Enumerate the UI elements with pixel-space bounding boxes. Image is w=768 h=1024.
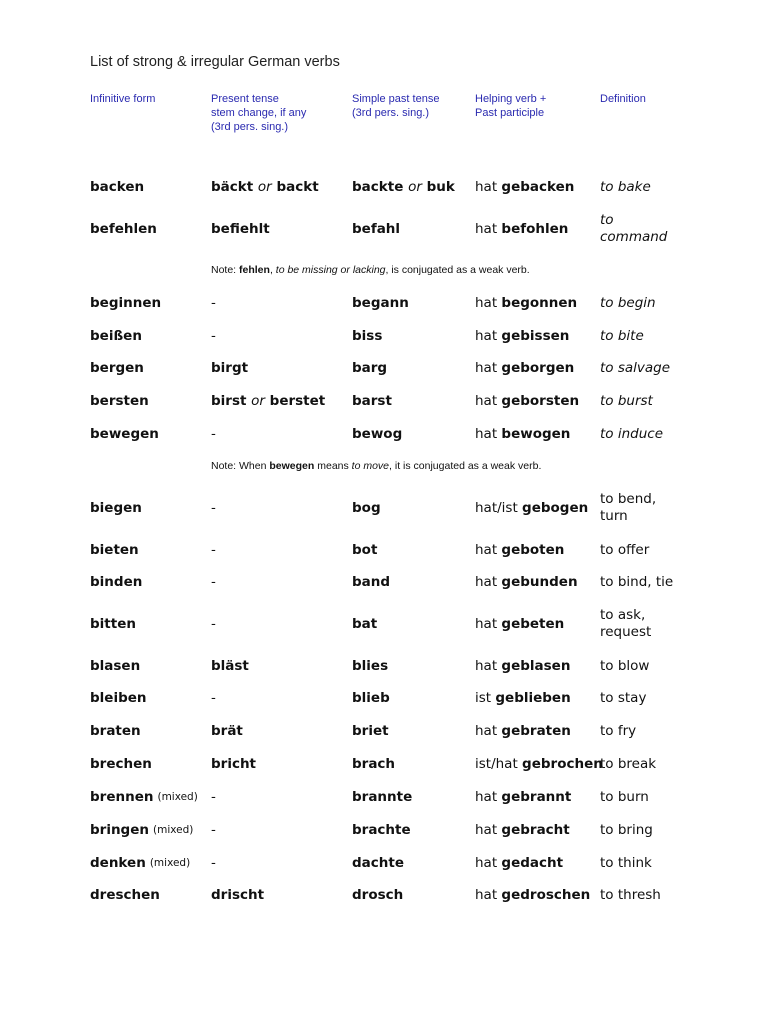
verb-row [0, 352, 768, 384]
header-definition: Definition [600, 93, 646, 105]
participle-cell [475, 650, 599, 682]
helping-verb: ist [475, 689, 492, 706]
definition-cell: to command [600, 212, 668, 245]
infinitive-cell [90, 879, 208, 911]
verb-row [0, 566, 768, 598]
definition-cell: to salvage [600, 359, 671, 376]
present-cell [211, 171, 349, 203]
helping-verb: hat [475, 886, 498, 903]
header-participle-line-2: Past participle [475, 107, 545, 119]
note-suffix: , it is conjugated as a weak verb. [389, 460, 542, 472]
past-cell [352, 879, 472, 911]
past-form: barst [352, 392, 392, 409]
present-form: - [211, 573, 216, 590]
past-participle: gebrannt [501, 788, 572, 805]
past-participle: geborgen [501, 359, 575, 376]
verb-row [0, 212, 768, 246]
infinitive-cell [90, 171, 208, 203]
past-form: bat [352, 615, 378, 632]
infinitive: brechen [90, 755, 152, 772]
present-cell [211, 212, 349, 246]
present-cell [211, 418, 349, 450]
present-form: - [211, 689, 216, 706]
definition-cell: to begin [600, 294, 656, 311]
infinitive-cell [90, 748, 208, 780]
definition-cell: to ask, request [600, 607, 652, 640]
present-form: - [211, 821, 216, 838]
present-cell [211, 715, 349, 747]
past-cell [352, 715, 472, 747]
past-form: briet [352, 722, 389, 739]
present-cell [211, 650, 349, 682]
past-participle: gebrochen [522, 755, 603, 772]
past-participle: gebissen [501, 327, 570, 344]
helping-verb: hat [475, 327, 498, 344]
participle-cell [475, 287, 599, 319]
verb-row [0, 418, 768, 450]
present-cell [211, 879, 349, 911]
past-cell [352, 814, 472, 846]
definition-cell: to blow [600, 657, 650, 674]
verb-row [0, 287, 768, 319]
present-form: bricht [211, 755, 257, 772]
note-verb: fehlen [239, 264, 270, 276]
past-form-alt: buk [426, 178, 455, 195]
header-infinitive: Infinitive form [90, 93, 156, 105]
past-participle: gebracht [501, 821, 570, 838]
note-meaning: to move [351, 460, 390, 472]
verb-row [0, 534, 768, 566]
present-cell [211, 320, 349, 352]
infinitive: beginnen [90, 294, 162, 311]
helping-verb: hat [475, 541, 498, 558]
or-word: or [251, 392, 265, 409]
note-prefix: Note: [211, 264, 240, 276]
helping-verb: hat [475, 220, 498, 237]
helping-verb: hat [475, 788, 498, 805]
verb-row [0, 320, 768, 352]
infinitive: brennen [90, 788, 154, 805]
present-form-alt: berstet [269, 392, 326, 409]
past-cell [352, 847, 472, 879]
past-form: brachte [352, 821, 411, 838]
past-participle: gebunden [501, 573, 578, 590]
present-form: - [211, 499, 216, 516]
participle-cell [475, 212, 599, 246]
helping-verb: hat [475, 821, 498, 838]
header-present-line-1: Present tense [211, 93, 279, 105]
past-cell [352, 385, 472, 417]
verb-row [0, 847, 768, 879]
past-cell [352, 490, 472, 526]
definition-cell: to thresh [600, 886, 661, 903]
infinitive-cell [90, 534, 208, 566]
helping-verb: hat [475, 854, 498, 871]
past-cell [352, 682, 472, 714]
page-title: List of strong & irregular German verbs [90, 54, 340, 70]
helping-verb: hat [475, 425, 498, 442]
infinitive-cell [90, 287, 208, 319]
helping-verb: ist/hat [475, 755, 518, 772]
verb-row [0, 385, 768, 417]
past-form: befahl [352, 220, 401, 237]
participle-cell [475, 781, 599, 813]
participle-cell [475, 566, 599, 598]
header-present-line-2: stem change, if any [211, 107, 307, 119]
helping-verb: hat [475, 178, 498, 195]
or-word: or [408, 178, 422, 195]
note-fehlen [211, 264, 530, 276]
present-form: bläst [211, 657, 249, 674]
present-cell [211, 682, 349, 714]
present-cell [211, 781, 349, 813]
present-cell [211, 748, 349, 780]
infinitive-cell [90, 650, 208, 682]
past-cell [352, 566, 472, 598]
past-participle: gebeten [501, 615, 565, 632]
present-form-alt: backt [276, 178, 319, 195]
helping-verb: hat [475, 294, 498, 311]
definition-cell: to bite [600, 327, 644, 344]
present-form: bäckt [211, 178, 254, 195]
helping-verb: hat [475, 573, 498, 590]
definition-cell: to stay [600, 689, 647, 706]
present-form: - [211, 327, 216, 344]
helping-verb: hat [475, 722, 498, 739]
participle-cell [475, 534, 599, 566]
note-verb: bewegen [269, 460, 315, 472]
past-form: backte [352, 178, 404, 195]
definition-cell: to bind, tie [600, 573, 674, 590]
past-participle: gedacht [501, 854, 564, 871]
definition-cell: to bend, turn [600, 491, 657, 524]
past-cell [352, 418, 472, 450]
verb-row [0, 781, 768, 813]
infinitive: backen [90, 178, 145, 195]
header-present-tense [211, 92, 306, 134]
header-present-line-3: (3rd pers. sing.) [211, 121, 289, 133]
present-cell [211, 352, 349, 384]
infinitive-cell [90, 847, 208, 879]
participle-cell [475, 748, 603, 780]
verb-row [0, 814, 768, 846]
past-form: blieb [352, 689, 390, 706]
past-cell [352, 650, 472, 682]
past-cell [352, 534, 472, 566]
definition-cell: to bring [600, 821, 653, 838]
past-participle: geborsten [501, 392, 580, 409]
present-form: - [211, 294, 216, 311]
verb-row [0, 879, 768, 911]
past-cell [352, 352, 472, 384]
past-form: dachte [352, 854, 404, 871]
participle-cell [475, 879, 599, 911]
past-participle: gedroschen [501, 886, 591, 903]
infinitive: blasen [90, 657, 141, 674]
past-participle: geboten [501, 541, 565, 558]
header-past-line-2: (3rd pers. sing.) [352, 107, 430, 119]
past-participle: gebogen [522, 499, 589, 516]
present-form: befiehlt [211, 220, 270, 237]
infinitive-cell [90, 490, 208, 526]
participle-cell [475, 320, 599, 352]
present-form: drischt [211, 886, 265, 903]
infinitive-cell [90, 566, 208, 598]
past-form: drosch [352, 886, 404, 903]
past-participle: gebacken [501, 178, 575, 195]
present-cell [211, 287, 349, 319]
past-form: barg [352, 359, 388, 376]
infinitive: bieten [90, 541, 139, 558]
definition-cell: to break [600, 755, 657, 772]
verb-row [0, 171, 768, 203]
header-participle [475, 92, 546, 120]
participle-cell [475, 418, 599, 450]
past-form: blies [352, 657, 389, 674]
past-form: brach [352, 755, 396, 772]
helping-verb: hat [475, 657, 498, 674]
infinitive: befehlen [90, 220, 157, 237]
infinitive: bleiben [90, 689, 147, 706]
past-form: bewog [352, 425, 403, 442]
past-cell [352, 748, 472, 780]
infinitive: braten [90, 722, 141, 739]
past-cell [352, 171, 472, 203]
past-participle: geblasen [501, 657, 571, 674]
present-cell [211, 385, 349, 417]
infinitive-cell [90, 606, 208, 642]
note-suffix: , is conjugated as a weak verb. [385, 264, 530, 276]
definition-cell: to think [600, 854, 652, 871]
infinitive: bewegen [90, 425, 159, 442]
past-cell [352, 287, 472, 319]
past-form: begann [352, 294, 409, 311]
past-participle: befohlen [501, 220, 569, 237]
participle-cell [475, 606, 599, 642]
present-cell [211, 566, 349, 598]
infinitive-cell [90, 418, 208, 450]
note-prefix: Note: When [211, 460, 270, 472]
present-form: birgt [211, 359, 249, 376]
infinitive: denken [90, 854, 146, 871]
present-cell [211, 606, 349, 642]
infinitive-cell [90, 212, 208, 246]
participle-cell [475, 352, 599, 384]
present-form: brät [211, 722, 243, 739]
infinitive: bringen [90, 821, 149, 838]
note-meaning: to be missing or lacking [275, 264, 386, 276]
infinitive: bergen [90, 359, 144, 376]
infinitive: binden [90, 573, 143, 590]
infinitive: dreschen [90, 886, 160, 903]
past-form: bog [352, 499, 381, 516]
infinitive-cell [90, 320, 208, 352]
verb-row [0, 490, 768, 526]
infinitive-cell [90, 781, 208, 813]
participle-cell [475, 171, 599, 203]
infinitive-cell [90, 682, 208, 714]
present-cell [211, 814, 349, 846]
infinitive-cell [90, 385, 208, 417]
past-form: band [352, 573, 391, 590]
present-form: - [211, 541, 216, 558]
mixed-verb-tag: (mixed) [157, 790, 198, 803]
present-form: - [211, 615, 216, 632]
verb-row [0, 650, 768, 682]
infinitive: bitten [90, 615, 136, 632]
past-form: brannte [352, 788, 413, 805]
note-separator: , [269, 264, 276, 276]
past-cell [352, 320, 472, 352]
past-cell [352, 781, 472, 813]
participle-cell [475, 490, 599, 526]
verb-row [0, 748, 768, 780]
present-cell [211, 847, 349, 879]
participle-cell [475, 385, 599, 417]
helping-verb: hat/ist [475, 499, 518, 516]
mixed-verb-tag: (mixed) [153, 823, 194, 836]
past-participle: geblieben [495, 689, 571, 706]
header-participle-line-1: Helping verb + [475, 93, 547, 105]
infinitive-cell [90, 715, 208, 747]
definition-cell: to bake [600, 178, 651, 195]
participle-cell [475, 814, 599, 846]
header-past-line-1: Simple past tense [352, 93, 440, 105]
present-form: - [211, 788, 216, 805]
verb-row [0, 715, 768, 747]
helping-verb: hat [475, 615, 498, 632]
past-cell [352, 606, 472, 642]
mixed-verb-tag: (mixed) [149, 856, 191, 869]
present-form: birst [211, 392, 247, 409]
participle-cell [475, 847, 599, 879]
past-participle: gebraten [501, 722, 571, 739]
present-form: - [211, 425, 216, 442]
definition-cell: to fry [600, 722, 637, 739]
note-bewegen [211, 460, 541, 472]
verb-row [0, 682, 768, 714]
definition-cell: to induce [600, 425, 664, 442]
past-form: bot [352, 541, 378, 558]
infinitive: bersten [90, 392, 149, 409]
or-word: or [257, 178, 272, 195]
note-mid: means [314, 460, 352, 472]
present-cell [211, 534, 349, 566]
participle-cell [475, 682, 599, 714]
definition-cell: to burn [600, 788, 649, 805]
infinitive-cell [90, 814, 208, 846]
header-simple-past [352, 92, 439, 120]
verb-row [0, 606, 768, 642]
definition-cell: to burst [600, 392, 653, 409]
past-participle: begonnen [501, 294, 578, 311]
past-form: biss [352, 327, 383, 344]
participle-cell [475, 715, 599, 747]
helping-verb: hat [475, 359, 498, 376]
helping-verb: hat [475, 392, 498, 409]
present-cell [211, 490, 349, 526]
infinitive: beißen [90, 327, 142, 344]
infinitive: biegen [90, 499, 142, 516]
past-cell [352, 212, 472, 246]
past-participle: bewogen [501, 425, 571, 442]
present-form: - [211, 854, 216, 871]
definition-cell: to offer [600, 541, 650, 558]
infinitive-cell [90, 352, 208, 384]
